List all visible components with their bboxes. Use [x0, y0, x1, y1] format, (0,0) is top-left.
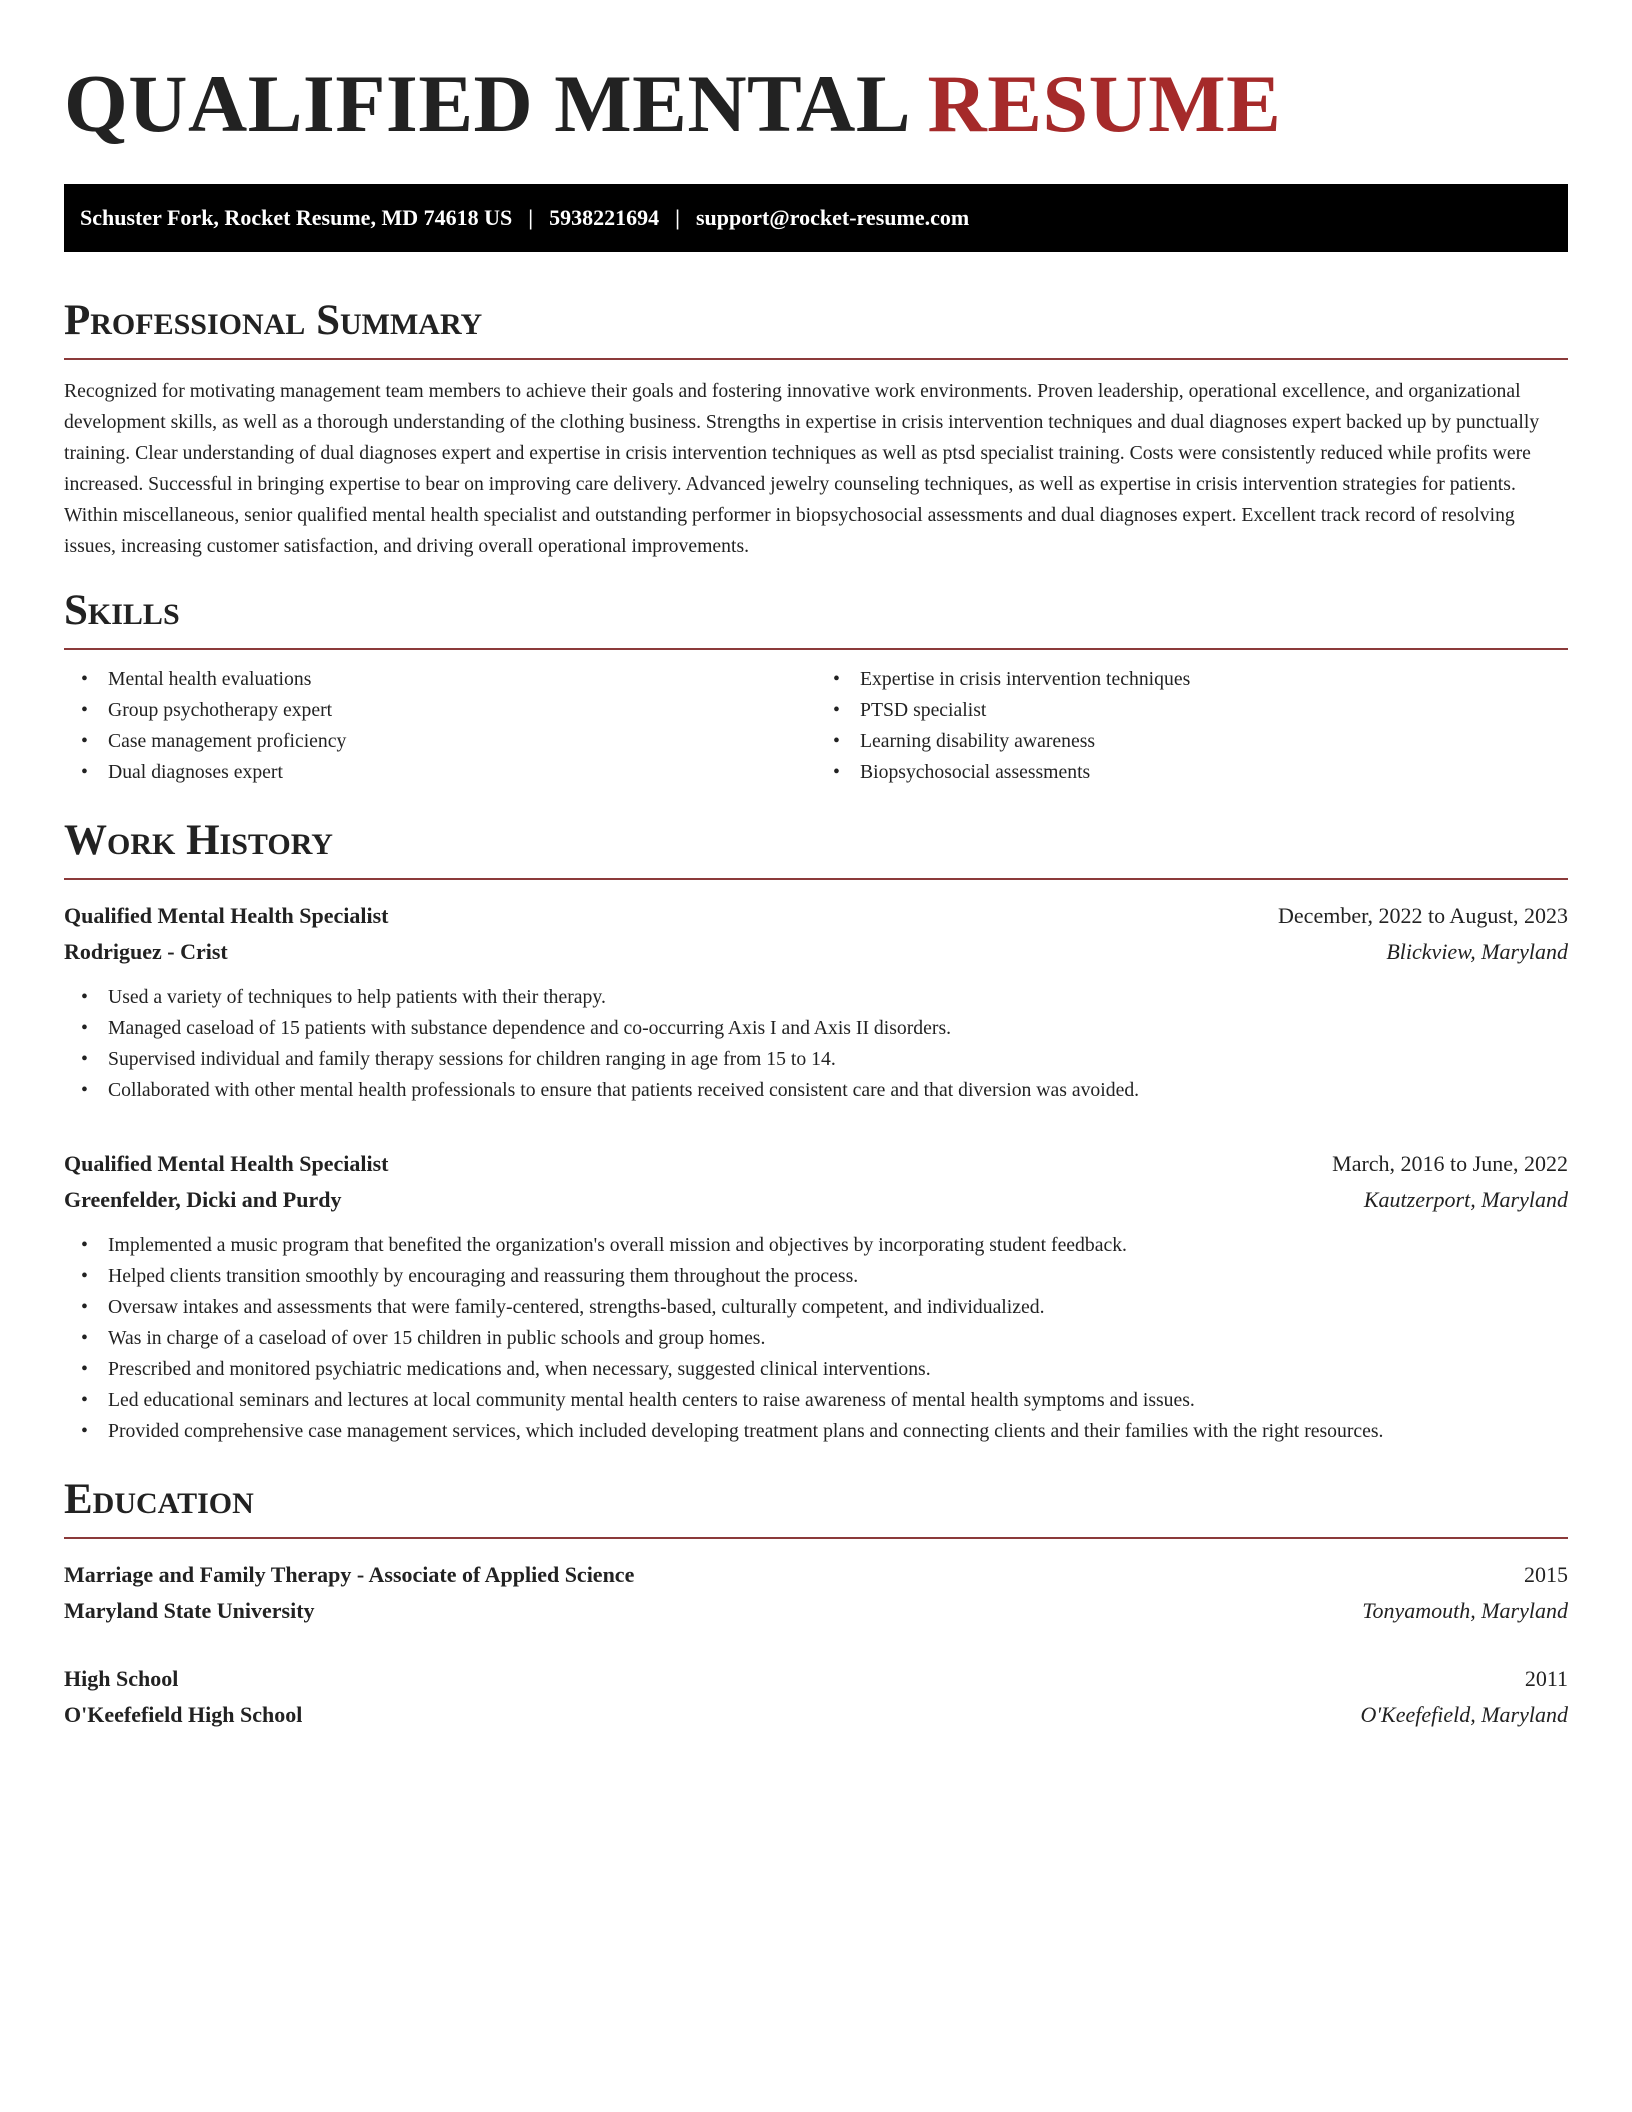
education-location: O'Keefefield, Maryland [1360, 1702, 1568, 1727]
skill-item: • Learning disability awareness [860, 726, 1568, 757]
summary-heading: Professional Summary [64, 296, 1568, 360]
job-bullet: • Implemented a music program that benefited the organization's overall mission and objectives by incorporating student feedback. [108, 1230, 1568, 1261]
summary-section [64, 296, 1568, 562]
skills-column-right [816, 664, 1568, 788]
job-bullet: • Used a variety of techniques to help patients with their therapy. [108, 982, 1568, 1013]
contact-email[interactable]: support@rocket-resume.com [695, 205, 970, 230]
education-school: O'Keefefield High School [64, 1702, 303, 1727]
skill-item: • Biopsychosocial assessments [860, 757, 1568, 788]
education-entry [64, 1661, 1568, 1733]
job-dates: December, 2022 to August, 2023 [1278, 903, 1568, 928]
education-heading: Education [64, 1475, 1568, 1539]
job-company: Rodriguez - Crist [64, 939, 228, 964]
job-bullets [64, 982, 1568, 1106]
title-main: QUALIFIED MENTAL [64, 58, 907, 149]
job-title: Qualified Mental Health Specialist [64, 1151, 389, 1176]
job-entry [64, 1146, 1568, 1447]
summary-text: Recognized for motivating management team members to achieve their goals and fostering innovative work environments. Proven leadership, operational excellence, and organizational development skills, as well as a thorough understanding of the clothing business. Strengths in expertise in crisis intervention techniques and dual diagnoses expert backed up by punctually training. Clear understanding of dual diagnoses expert and expertise in crisis intervention techniques as well as ptsd specialist training. Costs were consistently reduced while profits were increased. Successful in bringing expertise to bear on improving care delivery. Advanced jewelry counseling techniques, as well as expertise in crisis intervention strategies for patients. Within miscellaneous, senior qualified mental health specialist and outstanding performer in biopsychosocial assessments and dual diagnoses expert. Excellent track record of resolving issues, increasing customer satisfaction, and driving overall operational improvements. [64, 380, 1540, 557]
job-title: Qualified Mental Health Specialist [64, 903, 389, 928]
contact-address: Schuster Fork, Rocket Resume, MD 74618 US [80, 205, 513, 230]
skills-grid [64, 664, 1568, 788]
resume-title [64, 0, 1568, 152]
education-degree-row [64, 1557, 1568, 1593]
skill-item: • Group psychotherapy expert [108, 695, 816, 726]
job-bullet: • Supervised individual and family therapy sessions for children ranging in age from 15 to 14. [108, 1044, 1568, 1075]
contact-separator: | [675, 205, 680, 230]
education-school: Maryland State University [64, 1598, 315, 1623]
contact-separator: | [528, 205, 534, 230]
skills-column-left [64, 664, 816, 788]
job-dates: March, 2016 to June, 2022 [1332, 1151, 1568, 1176]
title-accent: RESUME [927, 58, 1282, 149]
education-degree-row [64, 1661, 1568, 1697]
skills-heading: Skills [64, 586, 1568, 650]
education-degree: Marriage and Family Therapy - Associate of Applied Science [64, 1562, 635, 1587]
work-history-section [64, 816, 1568, 1447]
work-history-heading: Work History [64, 816, 1568, 880]
education-location: Tonyamouth, Maryland [1362, 1598, 1568, 1623]
skill-item: • Dual diagnoses expert [108, 757, 816, 788]
education-entry [64, 1557, 1568, 1629]
skill-item: • Mental health evaluations [108, 664, 816, 695]
job-bullet: • Managed caseload of 15 patients with substance dependence and co-occurring Axis I and Axis II disorders. [108, 1013, 1568, 1044]
education-section [64, 1475, 1568, 1733]
job-company: Greenfelder, Dicki and Purdy [64, 1187, 342, 1212]
contact-phone: 5938221694 [549, 205, 660, 230]
job-bullets [64, 1230, 1568, 1447]
education-school-row [64, 1593, 1568, 1629]
job-bullet: • Provided comprehensive case management services, which included developing treatment plans and connecting clients and their families with the right resources. [108, 1416, 1568, 1447]
education-degree: High School [64, 1666, 179, 1691]
job-title-row [64, 898, 1568, 934]
job-bullet: • Led educational seminars and lectures at local community mental health centers to raise awareness of mental health symptoms and issues. [108, 1385, 1568, 1416]
education-year: 2015 [1524, 1562, 1568, 1587]
job-company-row [64, 934, 1568, 970]
job-bullet: • Helped clients transition smoothly by encouraging and reassuring them throughout the process. [108, 1261, 1568, 1292]
contact-bar [64, 184, 1568, 252]
job-company-row [64, 1182, 1568, 1218]
skill-item: • Case management proficiency [108, 726, 816, 757]
skill-item: • PTSD specialist [860, 695, 1568, 726]
job-bullet: • Collaborated with other mental health professionals to ensure that patients received consistent care and that diversion was avoided. [108, 1075, 1568, 1106]
job-bullet: • Prescribed and monitored psychiatric medications and, when necessary, suggested clinical interventions. [108, 1354, 1568, 1385]
job-location: Blickview, Maryland [1386, 939, 1568, 964]
job-title-row [64, 1146, 1568, 1182]
skills-section [64, 586, 1568, 788]
education-school-row [64, 1697, 1568, 1733]
job-bullet: • Oversaw intakes and assessments that were family-centered, strengths-based, culturally competent, and individualized. [108, 1292, 1568, 1323]
job-entry [64, 898, 1568, 1106]
job-location: Kautzerport, Maryland [1363, 1187, 1568, 1212]
education-year: 2011 [1524, 1666, 1568, 1691]
skill-item: • Expertise in crisis intervention techniques [860, 664, 1568, 695]
job-bullet: • Was in charge of a caseload of over 15 children in public schools and group homes. [108, 1323, 1568, 1354]
